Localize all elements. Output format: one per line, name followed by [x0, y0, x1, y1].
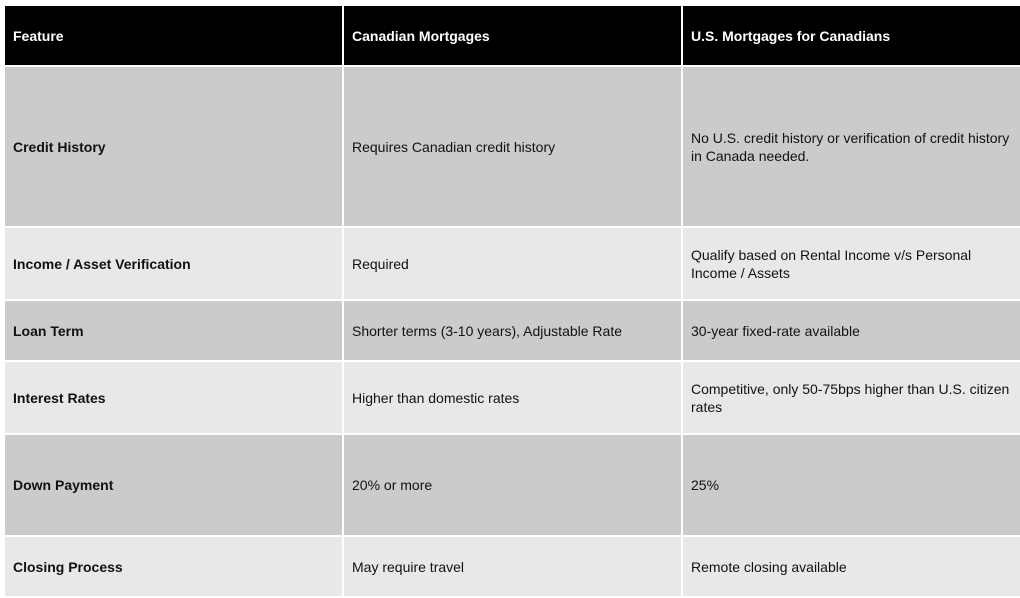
- canadian-cell: Higher than domestic rates: [343, 361, 682, 434]
- canadian-cell: 20% or more: [343, 434, 682, 536]
- table-row: [4, 361, 1020, 434]
- feature-cell: Loan Term: [4, 300, 343, 361]
- table-row: [4, 536, 1020, 597]
- us-cell: Qualify based on Rental Income v/s Personal Income / Assets: [682, 227, 1020, 300]
- canadian-cell: Requires Canadian credit history: [343, 66, 682, 227]
- us-cell: Remote closing available: [682, 536, 1020, 597]
- feature-cell: Income / Asset Verification: [4, 227, 343, 300]
- table-row: [4, 434, 1020, 536]
- feature-cell: Down Payment: [4, 434, 343, 536]
- header-feature: Feature: [4, 5, 343, 66]
- us-cell: No U.S. credit history or verification of credit history in Canada needed.: [682, 66, 1020, 227]
- us-cell: Competitive, only 50-75bps higher than U.S. citizen rates: [682, 361, 1020, 434]
- header-us-mortgages: U.S. Mortgages for Canadians: [682, 5, 1020, 66]
- header-canadian-mortgages: Canadian Mortgages: [343, 5, 682, 66]
- feature-cell: Closing Process: [4, 536, 343, 597]
- table-row: [4, 66, 1020, 227]
- canadian-cell: May require travel: [343, 536, 682, 597]
- canadian-cell: Shorter terms (3-10 years), Adjustable Rate: [343, 300, 682, 361]
- canadian-cell: Required: [343, 227, 682, 300]
- table-body: [4, 66, 1020, 597]
- us-cell: 30-year fixed-rate available: [682, 300, 1020, 361]
- table-header: [4, 5, 1020, 66]
- feature-cell: Interest Rates: [4, 361, 343, 434]
- table-row: [4, 227, 1020, 300]
- comparison-table-container: [3, 4, 1020, 596]
- header-row: [4, 5, 1020, 66]
- us-cell: 25%: [682, 434, 1020, 536]
- feature-cell: Credit History: [4, 66, 343, 227]
- table-row: [4, 300, 1020, 361]
- mortgage-comparison-table: [3, 4, 1020, 598]
